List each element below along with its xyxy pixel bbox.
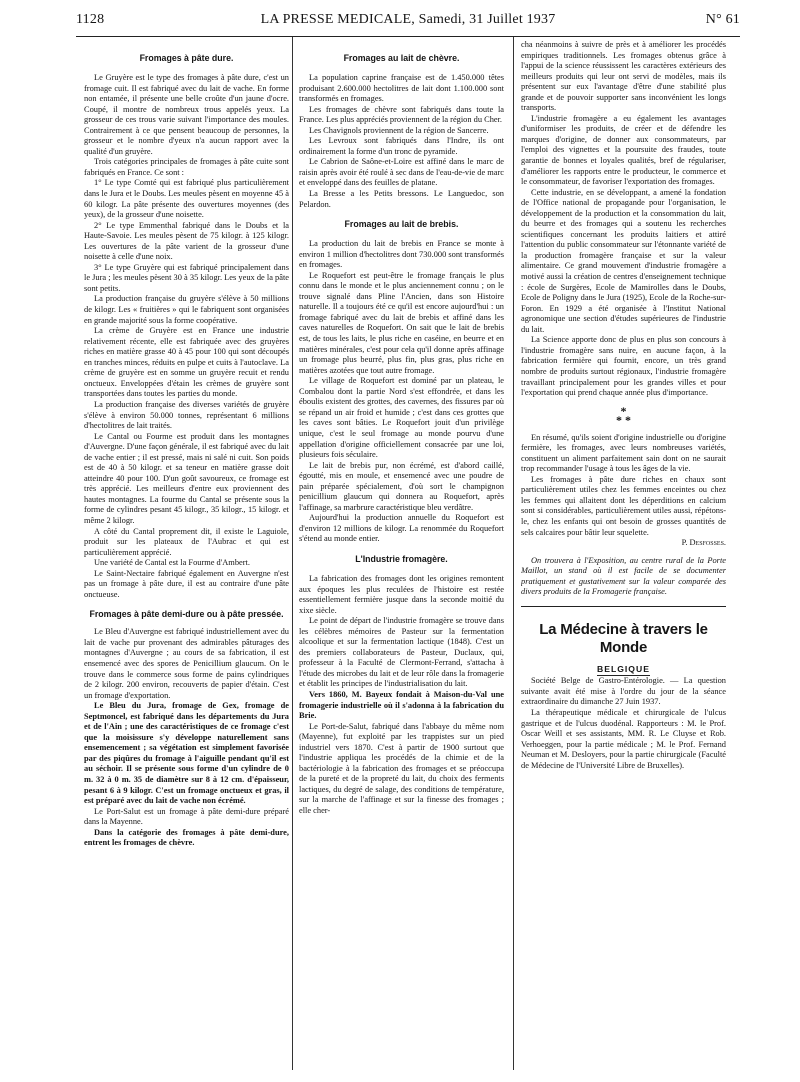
paragraph: cha néanmoins à suivre de près et à améliorer les procédés empiriques traditionnels. Les fromages obtenus grâce à l'appui de la science réussissent les caractères extérieurs des meilleurs produits qui leur ont servi de modèles, mais ils présentent sur eux l'avantage d'être d'une stabilité plus grande et de pouvoir supporter sans inconvénient les longs transports. <box>521 40 726 113</box>
paragraph: Le Saint-Nectaire fabriqué également en Auvergne n'est pas un fromage à pâte dure, il est au contraire d'une pâte onctueuse. <box>84 568 289 599</box>
paragraph: La production française du gruyère s'élève à 50 millions de kilogr. Les « fruitières » qui le fabriquent sont organisées en grande majorité sous la forme coopérative. <box>84 294 289 325</box>
column-3 <box>521 40 726 1072</box>
column-divider-1 <box>292 37 293 1070</box>
paragraph: Les Levroux sont fabriqués dans l'Indre, ils ont ordinairement la forme d'un tronc de pyramide. <box>299 136 504 156</box>
section-heading-chevre: Fromages au lait de chèvre. <box>343 53 460 63</box>
section-rule <box>521 606 726 657</box>
page-header <box>76 12 740 34</box>
paragraph: Le Bleu du Jura, fromage de Gex, fromage de Septmoncel, est fabriqué dans les départements du Jura et de l'Ain ; une des caractéristiques de ce fromage c'est que la moisissure s'y développe naturellement sans ensemencement ; sa végétation est simplement favorisée par des piqûres du fromage à l'aiguille pendant qu'il est au séchoir. Il se présente sous forme d'un cylindre de 0 m. 32 à 0 m. 35 de diamètre sur 8 à 12 cm. d'épaisseur, pesant 6 à 9 kilogr. C'est un fromage onctueux et gras, il est préparé avec du lait de vache non écrémé. <box>84 701 289 806</box>
paragraph: La population caprine française est de 1.450.000 têtes produisant 2.600.000 hectolitres de lait dont 1.100.000 sont transformés en fromages. <box>299 73 504 104</box>
paragraph: Le point de départ de l'industrie fromagère se trouve dans les célèbres mémoires de Pasteur sur la fermentation alcoolique et sur la fermentation lactique (1848). C'est un des premiers collaborateurs de Pasteur, Duclaux, qui, professeur à la Faculté de Clermont-Ferrand, s'attacha à l'étude des microbes du lait et de leur rôle dans la fromagerie et établit les principes de l'industrialisation du lait. <box>299 616 504 689</box>
paragraph: En résumé, qu'ils soient d'origine industrielle ou d'origine fermière, les fromages, avec leurs nombreuses variétés, constituent un aliment parfaitement sain dont on ne saurait trop recommander l'usage à tous les âges de la vie. <box>521 432 726 474</box>
paragraph: Le Port-Salut est un fromage à pâte demi-dure préparé dans la Mayenne. <box>84 806 289 827</box>
page-number: 1128 <box>76 12 105 27</box>
column-divider-2 <box>513 37 514 1070</box>
header-rule <box>76 36 740 37</box>
issue-number: N° 61 <box>705 12 740 27</box>
paragraph: Trois catégories principales de fromages à pâte cuite sont fabriqués en France. Ce sont : <box>84 157 289 177</box>
column-1 <box>84 40 289 1072</box>
paragraph: Une variété de Cantal est la Fourme d'Ambert. <box>94 558 250 568</box>
exposition-note: On trouvera à l'Exposition, au centre rural de la Porte Maillot, un stand où il est facile de se documenter pratiquement et gustativement sur la valeur comparée des divers produits de la Fromagerie française. <box>521 555 726 597</box>
journal-title: LA PRESSE MEDICALE, Samedi, 31 Juillet 1937 <box>260 12 556 27</box>
paragraph: Cette industrie, en se développant, a amené la fondation de l'Office national de propagande pour l'organisation, le développement de la production et la consommation du lait, du beurre et des fromages qui a soutenu les recherches scientifiques concernant les produits laitiers et attiré l'attention du public consommateur sur l'étonnante variété de la production fromagère française et sur la valeur alimentaire. Ce grand mouvement d'industrie fromagère a motivé aussi la création de centres d'enseignement technique : école de Surgères, Ecole de Mamirolles dans le Doubs, Ecole de Poligny dans le Jura (1925), Ecole de la Roche-sur-Foron. En 1929 a été organisée à l'Institut National agronomique une section d'études supérieures de l'industrie du lait. <box>521 187 726 334</box>
paragraph: Les Chavignols proviennent de la région de Sancerre. <box>309 125 489 135</box>
section-separator-stars: * * * <box>616 403 631 427</box>
paragraph: Le Roquefort est peut-être le fromage français le plus connu dans le monde et le plus anciennement connu ; on le trouve signalé dans Pline l'Ancien, dans son Histoire naturelle. Il a toujours été ce qu'il est encore aujourd'hui : un fromage fabriqué avec du lait de brebis et affiné dans les caves naturelles de Roquefort. On sait que le lait de brebis est, de tous les laits, le plus riche en caséine, en beurre et en matières minérales, c'est pour cela qu'il donne après affinage un fromage plus beurré, plus fin, plus gras, plus riche en matières azotées que tout autre fromage. <box>299 270 504 375</box>
paragraph: La Bresse a les Petits bressons. Le Languedoc, son Pelardon. <box>299 189 504 209</box>
paragraph: La production du lait de brebis en France se monte à environ 1 million d'hectolitres dont 730.000 sont transformés en fromages. <box>299 239 504 270</box>
paragraph: Le lait de brebis pur, non écrémé, est d'abord caillé, égoutté, mis en moule, et ensemencé avec une poudre de pain préparée spécialement, d'où sort le champignon penicillium glaucum qui donnera au Roquefort, après l'affinage, sa marbrure caractéristique bleu verdâtre. <box>299 460 504 512</box>
section-title-medecine-monde: La Médecine à travers le Monde <box>539 620 708 656</box>
column-2 <box>299 40 504 1072</box>
paragraph: Le Gruyère est le type des fromages à pâte dure, c'est un fromage cuit. Il est fabriqué avec du lait de vache. En forme non entamée, il présente une belle croûte d'un jaune d'ocre. Coupé, il montre de nombreux trous appelés yeux. La grosseur de ces trous varie suivant l'importance des moules. Contrairement à ce que pensent beaucoup de personnes, la grosseur et le nombre d'yeux n'a aucun rapport avec la qualité d'un gruyère. <box>84 73 289 156</box>
paragraph: A côté du Cantal proprement dit, il existe le Laguiole, produit sur les plateaux de l'Aubrac et qui est particulièrement apprécié. <box>84 526 289 557</box>
paragraph: La Science apporte donc de plus en plus son concours à l'industrie fromagère sans nuire, en aucune façon, à la fabrication fermière qui fournit, encore, un très grand nombre de produits surtout régionaux, l'industrie fromagère travaillant principalement pour les grandes villes et pour l'exportation qui prend chaque année plus d'importance. <box>521 335 726 398</box>
paragraph: Le Bleu d'Auvergne est fabriqué industriellement avec du lait de vache pur provenant des admirables pâturages des montagnes d'Auvergne ; au cours de sa fabrication, il est ensemencé avec des spores de Penicillium glaucum. On le trouve dans le commerce sous forme de pains cylindriques de 2 kilogr. 200 environ, recouverts de papier d'étain. C'est un fromage d'exportation. <box>84 627 289 700</box>
paragraph: La thérapeutique médicale et chirurgicale de l'ulcus gastrique et de l'ulcus duodénal. Rapporteurs : M. le Prof. Oscar Weill et ses assistants, MM. R. Le Cluyse et Rob. Verhoeggen, pour la partie médicale ; M. le Prof. Fernand Neuman et M. Desloyers, pour la partie chirurgicale (Faculté de Médecine de l'Université Libre de Bruxelles). <box>521 707 726 770</box>
section-heading-brebis: Fromages au lait de brebis. <box>344 219 459 230</box>
paragraph: Société Belge de Gastro-Entérologie. — La question suivante avait été mise à l'ordre du jour de la séance extraordinaire du dimanche 27 Juin 1937. <box>521 676 726 707</box>
paragraph: Dans la catégorie des fromages à pâte demi-dure, entrent les fromages de chèvre. <box>84 827 289 848</box>
country-heading: BELGIQUE <box>597 663 650 674</box>
paragraph: 3° Le type Gruyère qui est fabriqué principalement dans le Jura ; les meules pèsent 30 à 35 kilogr. Les yeux de la pâte sont petits. <box>84 262 289 293</box>
paragraph: La crème de Gruyère est en France une industrie relativement récente, elle est fabriquée avec des gruyères riches en matière grasse 40 à 45 pour 100 qui sont découpés en tranches minces, réduits en pulpe et cuits à l'autoclave. La crème de gruyère est en somme un gruyère recuit et rendu onctueux. Enveloppées d'étain les crèmes de gruyère sont transportées dans toutes les parties du monde. <box>84 326 289 399</box>
section-heading-pate-dure: Fromages à pâte dure. <box>139 53 234 63</box>
paragraph: Le village de Roquefort est dominé par un plateau, le Combalou dont la partie Nord s'est effondrée, et dans les éboulis existent des grottes, des cavernes, des fissures par où se répand un air froid et humide ; c'est dans ces grottes que les caves sont bâties. Le Roquefort jouit d'un privilège unique, c'est le seul fromage au monde pourvu d'une appellation d'origine officiellement consacrée par une loi, plusieurs fois séculaire. <box>299 376 504 460</box>
author-signature: P. Desfosses. <box>681 538 726 548</box>
paragraph: Le Port-de-Salut, fabriqué dans l'abbaye du même nom (Mayenne), fut exploité par les trappistes sur un pied industriel vers 1870. C'est à partir de 1900 surtout que l'industrie appliqua les procédés de la chimie et de la bactériologie à la fabrication des fromages et se préoccupa de la pureté et de la propreté du lait, du choix des ferments lactiques, du degré de salage, des conditions de température, sur la marche de l'affinage et sur la finesse des fromages ; elle cher- <box>299 721 504 815</box>
paragraph: L'industrie fromagère a eu également les avantages d'uniformiser les produits, de créer et de défendre les marques d'origine, de donner aux consommateurs, par l'emploi des vignettes et la poursuite des fraudes, toute garantie de bonnes et loyales qualités, bref de régulariser, d'améliorer les rapports entre le producteur, le commerce et le consommateur, de favoriser l'exportation des fromages. <box>521 113 726 187</box>
paragraph: 1° Le type Comté qui est fabriqué plus particulièrement dans le Jura et le Doubs. Les meules pèsent en moyenne 45 à 60 kilogr. La pâte présente des ouvertures moyennes (des yeux), de la grosseur d'une noisette. <box>84 178 289 220</box>
paragraph: Le Cantal ou Fourme est produit dans les montagnes d'Auvergne. D'une façon générale, il est fabriqué avec du lait de vache entier ; il est pressé, mais ni salé ni cuit. Son poids est de 40 à 50 kilogr. et sa teneur en matière grasse doit atteindre 40 pour 100. D'un goût savoureux, ce fromage est très apprécié. Les meilleurs d'entre eux proviennent des hautes montagnes. La fourme du Cantal se présente sous la forme de cylindres pesant 45 kilogr., 35 kilogr., 15 kilogr. et même 2 kilogr. <box>84 431 289 525</box>
paragraph: 2° Le type Emmenthal fabriqué dans le Doubs et la Haute-Savoie. Les meules pèsent de 75 kilogr. à 125 kilogr. Les ouvertures de la pâte varient de la grosseur d'une noisette à celle d'une noix. <box>84 220 289 262</box>
paragraph: Le Cabrion de Saône-et-Loire est affiné dans le marc de raisin après avoir été roulé à sec dans de l'eau-de-vie de marc et enveloppé dans des feuilles de platane. <box>299 157 504 188</box>
paragraph: Aujourd'hui la production annuelle du Roquefort est d'environ 12 millions de kilogr. La renommée du Roquefort s'étend au monde entier. <box>299 513 504 544</box>
paragraph: Les fromages de chèvre sont fabriqués dans toute la France. Les plus appréciés proviennent de la région du Cher. <box>299 104 504 125</box>
paragraph: Les fromages à pâte dure riches en chaux sont particulièrement utiles chez les femmes enceintes ou chez les femmes qui allaitent dont les déperditions en calcium sont si considérables, particulièrement utiles aussi, répétons-le, chez les enfants qui ont besoin de grosses quantités de sels calcaires pour bâtir leur squelette. <box>521 474 726 537</box>
paragraph: La production française des diverses variétés de gruyère s'élève à environ 50.000 tonnes, représentant 6 millions d'hectolitres de lait traités. <box>84 399 289 431</box>
section-heading-industrie: L'Industrie fromagère. <box>355 553 448 564</box>
section-heading-pate-demi-dure: Fromages à pâte demi-dure ou à pâte pressée. <box>89 609 284 620</box>
paragraph: La fabrication des fromages dont les origines remontent aux époques les plus reculées de l'histoire est restée essentiellement fermière jusque dans la seconde moitié du xixe siècle. <box>299 573 504 615</box>
paragraph: Vers 1860, M. Bayeux fondait à Maison-du-Val une fromagerie industrielle où il s'adonna à la fabrication du Brie. <box>299 689 504 721</box>
